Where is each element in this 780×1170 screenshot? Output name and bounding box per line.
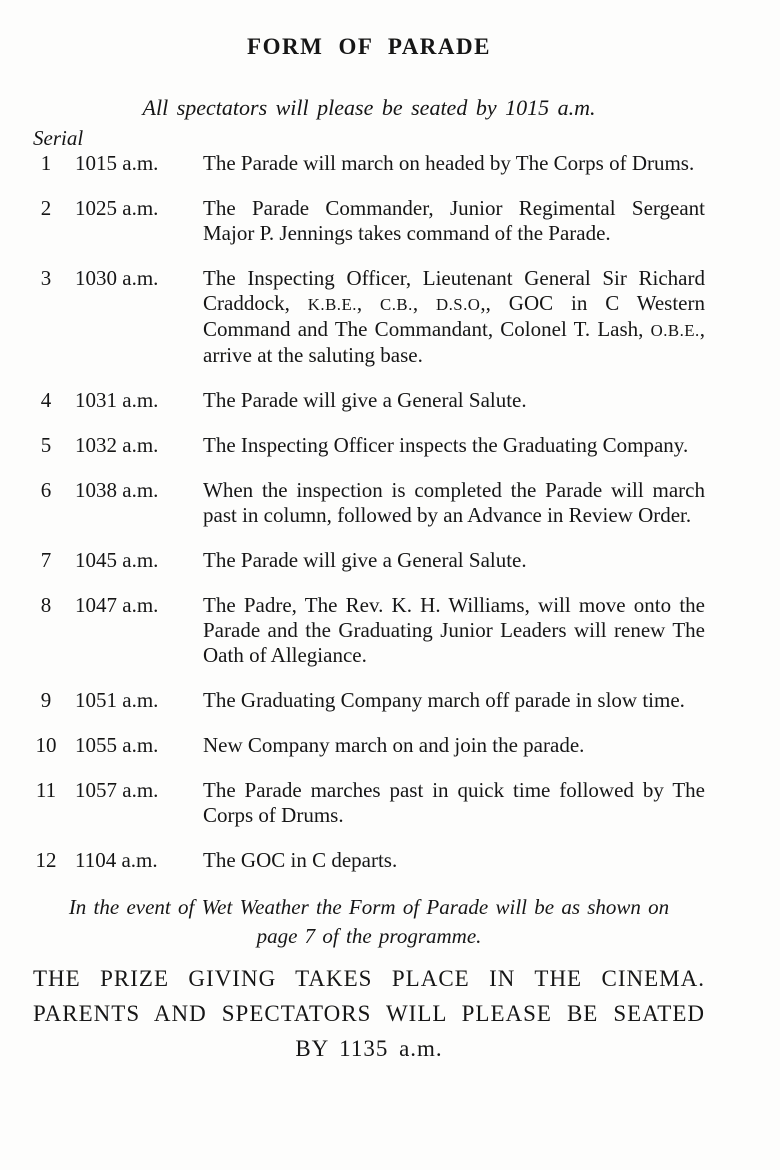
time-cell: 1038 a.m. bbox=[75, 478, 159, 502]
seating-subtitle: All spectators will please be seated by 1015 a.m. bbox=[142, 95, 596, 120]
table-row bbox=[33, 266, 705, 368]
parade-schedule bbox=[33, 151, 705, 873]
description-cell: The Parade marches past in quick time followed by The Corps of Drums. bbox=[203, 778, 705, 827]
description-cell: The Parade will march on headed by The Corps of Drums. bbox=[203, 151, 695, 175]
description-cell: The Inspecting Officer, Lieutenant General Sir Richard Craddock, K.B.E., C.B., D.S.O,, GOC in C Western Command and The Commandant, Colonel T. Lash, O.B.E., arrive at the saluting base. bbox=[203, 266, 705, 367]
description-cell: The Graduating Company march off parade in slow time. bbox=[203, 688, 685, 712]
description-cell: The Padre, The Rev. K. H. Williams, will move onto the Parade and the Graduating Junior Leaders will renew The Oath of Allegiance. bbox=[203, 593, 705, 667]
time-cell: 1025 a.m. bbox=[75, 196, 159, 220]
table-row bbox=[33, 151, 705, 176]
serial-cell: 7 bbox=[40, 548, 52, 572]
table-row bbox=[33, 388, 705, 413]
table-row bbox=[33, 548, 705, 573]
serial-cell: 12 bbox=[35, 848, 57, 872]
table-row bbox=[33, 433, 705, 458]
prize-notice-line: THE PRIZE GIVING TAKES PLACE IN THE CINEMA. bbox=[33, 966, 705, 991]
time-cell: 1031 a.m. bbox=[75, 388, 159, 412]
serial-cell: 4 bbox=[40, 388, 52, 412]
serial-cell: 3 bbox=[40, 266, 52, 290]
description-cell: New Company march on and join the parade. bbox=[203, 733, 585, 757]
wet-weather-note: In the event of Wet Weather the Form of Parade will be as shown on page 7 of the programme. bbox=[68, 895, 670, 948]
description-cell: The Inspecting Officer inspects the Graduating Company. bbox=[203, 433, 689, 457]
serial-cell: 8 bbox=[40, 593, 52, 617]
time-cell: 1045 a.m. bbox=[75, 548, 159, 572]
serial-cell: 6 bbox=[40, 478, 52, 502]
serial-cell: 9 bbox=[40, 688, 52, 712]
time-cell: 1047 a.m. bbox=[75, 593, 159, 617]
page-title: FORM OF PARADE bbox=[247, 34, 491, 59]
description-cell: The Parade Commander, Junior Regimental Sergeant Major P. Jennings takes command of the Parade. bbox=[203, 196, 705, 245]
table-row bbox=[33, 688, 705, 713]
serial-cell: 10 bbox=[35, 733, 57, 757]
time-cell: 1032 a.m. bbox=[75, 433, 159, 457]
prize-giving-notice bbox=[33, 961, 705, 1066]
time-cell: 1015 a.m. bbox=[75, 151, 159, 175]
time-cell: 1051 a.m. bbox=[75, 688, 159, 712]
serial-cell: 1 bbox=[40, 151, 52, 175]
description-cell: When the inspection is completed the Parade will march past in column, followed by an Advance in Review Order. bbox=[203, 478, 705, 527]
table-row bbox=[33, 478, 705, 528]
table-row bbox=[33, 196, 705, 246]
prize-notice-line: BY 1135 a.m. bbox=[295, 1036, 443, 1061]
prize-notice-line: PARENTS AND SPECTATORS WILL PLEASE BE SEATED bbox=[33, 1001, 705, 1026]
serial-cell: 2 bbox=[40, 196, 52, 220]
time-cell: 1104 a.m. bbox=[75, 848, 158, 872]
time-cell: 1057 a.m. bbox=[75, 778, 159, 802]
table-row bbox=[33, 733, 705, 758]
description-cell: The GOC in C departs. bbox=[203, 848, 398, 872]
description-cell: The Parade will give a General Salute. bbox=[203, 548, 527, 572]
description-cell: The Parade will give a General Salute. bbox=[203, 388, 527, 412]
table-row bbox=[33, 778, 705, 828]
serial-column-label: Serial bbox=[33, 126, 84, 150]
time-cell: 1055 a.m. bbox=[75, 733, 159, 757]
serial-cell: 5 bbox=[40, 433, 52, 457]
table-row bbox=[33, 848, 705, 873]
time-cell: 1030 a.m. bbox=[75, 266, 159, 290]
serial-cell: 11 bbox=[35, 778, 57, 802]
table-row bbox=[33, 593, 705, 668]
